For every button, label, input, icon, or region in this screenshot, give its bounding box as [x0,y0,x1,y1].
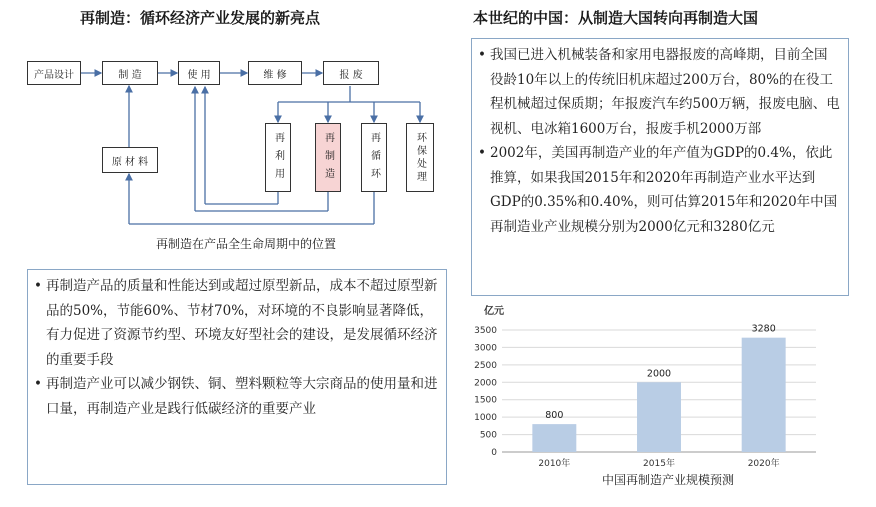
chart-y-tick-label: 3000 [474,343,497,354]
chart-bar [532,424,576,452]
node-raw-material: 原 材 料 [102,147,158,173]
chart-bar [637,382,681,452]
chart-title: 中国再制造产业规模预测 [601,473,735,487]
chart-y-tick-label: 1500 [474,395,497,406]
bullet-dot-icon: • [34,278,42,294]
node-scrap: 报 废 [323,61,379,85]
right-bullet-panel [471,38,849,296]
node-repair: 维 修 [248,61,302,85]
node-manufacture: 制 造 [102,61,158,85]
chart-y-tick-label: 2000 [474,378,497,389]
chart-data-label: 800 [545,410,564,422]
bullet-dot-icon: • [478,145,486,161]
chart-data-label: 2000 [646,368,672,380]
chart-category-label: 2015年 [643,459,675,469]
chart-category-label: 2020年 [747,459,780,469]
node-remanufacture: 再制造 [315,123,341,192]
chart-category-labels [538,457,779,469]
left-bullet-1: • 再制造产品的质量和性能达到或超过原型新品，成本不超过原型新品的50%，节能60%、节材70%，对环境的不良影响显著降低，有力促进了资源节约型、环境友好型社会的建设，是发展循环经济的重要手段 [34,274,438,372]
right-title: 本世纪的中国：从制造大国转向再制造大国 [473,9,759,27]
chart-bar [742,338,786,452]
chart-unit-label: 亿元 [484,306,504,317]
left-bullet-2: • 再制造产业可以减少钢铁、铜、塑料颗粒等大宗商品的使用量和进口量，再制造产业是践行低碳经济的重要产业 [34,372,438,421]
node-reuse: 再利用 [265,123,291,192]
node-product-design: 产品设计 [27,61,81,85]
diagram-arrows [0,0,450,240]
node-recycle: 再循环 [361,123,387,192]
node-eco-disposal: 环保处理 [406,123,434,192]
left-title: 再制造：循环经济产业发展的新亮点 [80,9,321,27]
diagram-caption: 再制造在产品全生命周期中的位置 [156,237,337,251]
bullet-dot-icon: • [34,376,42,392]
bullet-dot-icon: • [478,47,486,63]
chart-y-tick-label: 3500 [474,326,497,336]
left-bullet-panel [27,269,447,485]
chart-y-tick-label: 0 [491,448,497,458]
right-bullet-2: • 2002年，美国再制造产业的年产值为GDP的0.4%，依此推算，如果我国2015年和2020年再制造产业水平达到GDP的0.35%和0.40%，则可估算2015年和2020年中国再制造业产业规模分别为2000亿元和3280亿元 [478,141,840,239]
chart-y-tick-label: 500 [479,430,497,441]
chart-y-tick-label: 1000 [474,413,497,424]
bar-chart [468,302,828,492]
node-use: 使 用 [178,61,220,85]
right-bullet-1: • 我国已进入机械装备和家用电器报废的高峰期，目前全国役龄10年以上的传统旧机床超过200万台，80%的在役工程机械超过保质期；年报废汽车约500万辆，报废电脑、电视机、电冰箱1600万台，报废手机2000万部 [478,43,840,141]
chart-category-label: 2010年 [538,459,571,469]
chart-bars [532,324,785,452]
chart-data-label: 3280 [751,323,776,335]
chart-y-ticks [474,326,497,458]
chart-y-tick-label: 2500 [474,360,497,371]
